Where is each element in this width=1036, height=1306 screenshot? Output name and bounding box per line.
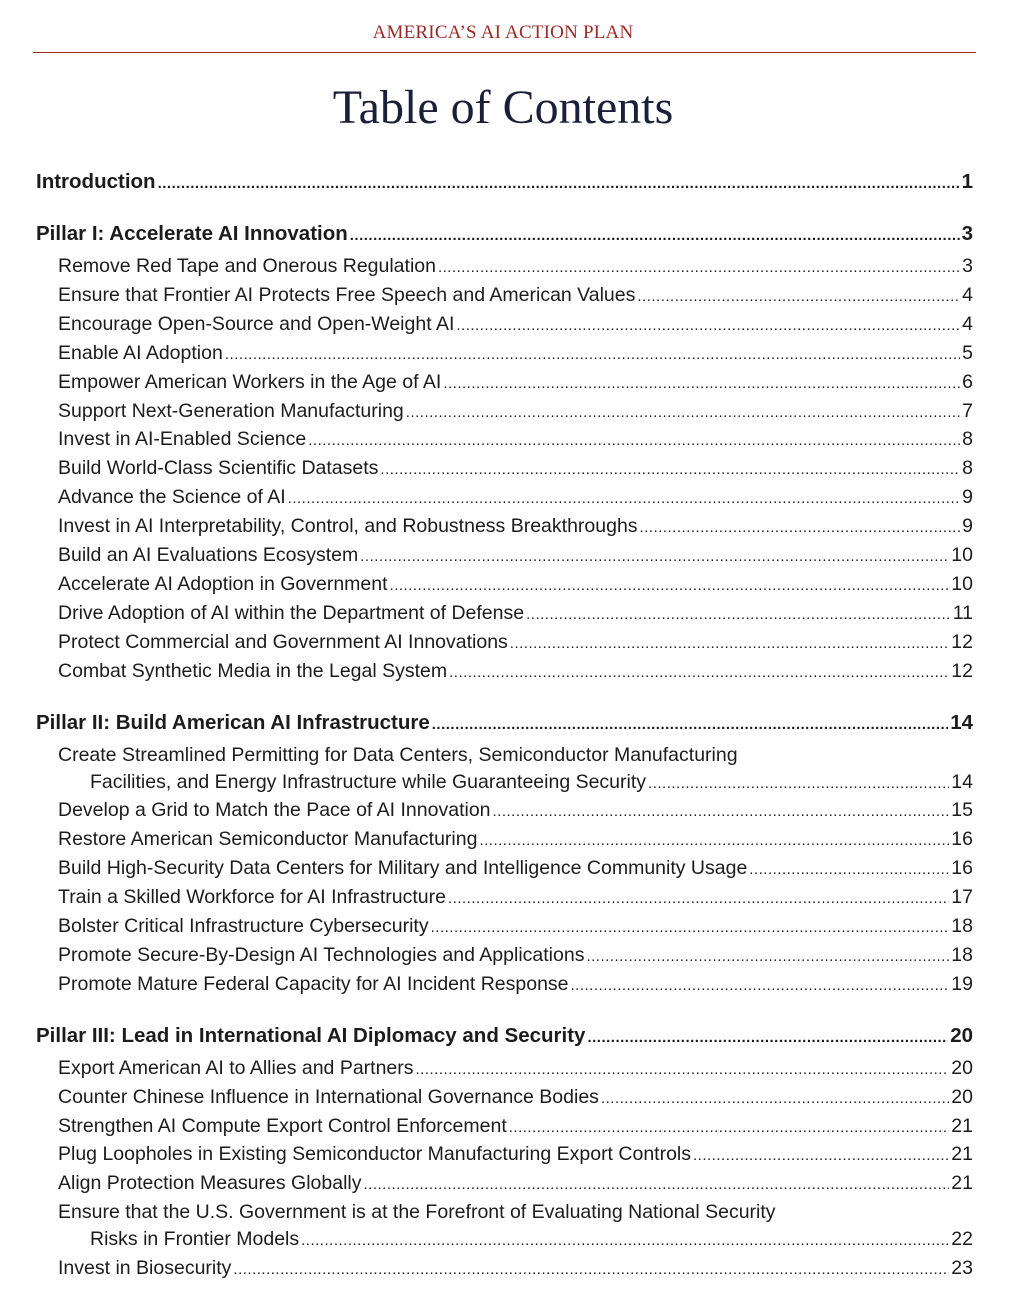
- toc-entry[interactable]: [36, 513, 973, 542]
- toc-section-heading[interactable]: [36, 1022, 973, 1052]
- dot-leader: [416, 1057, 950, 1084]
- toc-page-number: 9: [962, 486, 973, 509]
- toc-page-number: 21: [951, 1114, 973, 1137]
- toc-entry[interactable]: [36, 658, 973, 687]
- toc-entry[interactable]: [36, 1170, 973, 1199]
- toc-page-number: 21: [951, 1143, 973, 1166]
- toc-entry-title: Train a Skilled Workforce for AI Infrastructure: [58, 886, 446, 909]
- toc-entry[interactable]: [36, 913, 973, 942]
- toc-page-number: 4: [962, 312, 973, 335]
- toc-entry-title: Enable AI Adoption: [58, 341, 223, 364]
- toc-entry[interactable]: [36, 884, 973, 913]
- dot-leader: [648, 771, 949, 798]
- toc-entry-title: Export American AI to Allies and Partners: [58, 1056, 414, 1079]
- toc-page-number: 10: [951, 544, 973, 567]
- dot-leader: [509, 1115, 950, 1142]
- dot-leader: [308, 428, 960, 455]
- toc-page-number: 14: [951, 770, 973, 793]
- toc-entry[interactable]: [36, 1084, 973, 1113]
- toc-entry[interactable]: [36, 1141, 973, 1170]
- toc-page-number: 12: [951, 630, 973, 653]
- toc-section-title: Pillar I: Accelerate AI Innovation: [36, 222, 348, 245]
- toc-entry[interactable]: [36, 629, 973, 658]
- toc-entry-title: Build High-Security Data Centers for Military and Intelligence Community Usage: [58, 857, 748, 880]
- toc-entry-title-line2: Facilities, and Energy Infrastructure while Guaranteeing Security: [90, 770, 647, 793]
- dot-leader: [449, 660, 949, 687]
- dot-leader: [158, 170, 960, 198]
- toc-page-number: 10: [951, 572, 973, 595]
- toc-entry-title: Advance the Science of AI: [58, 486, 286, 509]
- toc-entry-title-line1: Ensure that the U.S. Government is at the Forefront of Evaluating National Security: [58, 1201, 776, 1224]
- toc-entry[interactable]: [36, 571, 973, 600]
- toc-entry[interactable]: [36, 1199, 973, 1255]
- dot-leader: [380, 457, 960, 484]
- dot-leader: [571, 973, 950, 1000]
- toc-entry-title: Promote Secure-By-Design AI Technologies and Applications: [58, 943, 585, 966]
- toc-entry[interactable]: [36, 855, 973, 884]
- toc-entry-title-line2: Risks in Frontier Models: [90, 1228, 300, 1251]
- toc-entry[interactable]: [36, 1255, 973, 1284]
- toc-page-number: 9: [962, 515, 973, 538]
- running-header: AMERICA’S AI ACTION PLAN: [372, 22, 634, 43]
- toc-entry-title: Empower American Workers in the Age of AI: [58, 370, 442, 393]
- toc-entry-title: Support Next-Generation Manufacturing: [58, 399, 404, 422]
- toc-entry[interactable]: [36, 484, 973, 513]
- toc-section-heading[interactable]: [36, 220, 973, 250]
- dot-leader: [438, 255, 960, 282]
- toc-section: [36, 709, 973, 1000]
- toc-entry-title: Plug Loopholes in Existing Semiconductor Manufacturing Export Controls: [58, 1143, 692, 1166]
- toc-entry[interactable]: [36, 369, 973, 398]
- toc-entry[interactable]: [36, 311, 973, 340]
- toc-page-number: 17: [951, 886, 973, 909]
- toc-section-heading[interactable]: [36, 709, 973, 739]
- dot-leader: [637, 284, 960, 311]
- toc-entry-title: Invest in Biosecurity: [58, 1257, 232, 1280]
- dot-leader: [693, 1143, 949, 1170]
- dot-leader: [640, 515, 961, 542]
- dot-leader: [586, 944, 949, 971]
- toc-page-number: 21: [951, 1172, 973, 1195]
- toc-entry-title: Develop a Grid to Match the Pace of AI Innovation: [58, 799, 491, 822]
- toc-entry-title: Drive Adoption of AI within the Department of Defense: [58, 601, 525, 624]
- toc-entry[interactable]: [36, 600, 973, 629]
- dot-leader: [225, 342, 960, 369]
- toc-entry-title: Strengthen AI Compute Export Control Enforcement: [58, 1114, 507, 1137]
- toc-entry-title: Ensure that Frontier AI Protects Free Speech and American Values: [58, 283, 636, 306]
- toc-page-number: 19: [951, 972, 973, 995]
- table-of-contents: [36, 168, 973, 1306]
- toc-entry[interactable]: [36, 826, 973, 855]
- dot-leader: [363, 1172, 949, 1199]
- dot-leader: [443, 371, 960, 398]
- toc-entry[interactable]: [36, 340, 973, 369]
- toc-entry[interactable]: [36, 742, 973, 798]
- toc-page-number: 7: [962, 399, 973, 422]
- toc-page-number: 8: [962, 457, 973, 480]
- toc-section-title: Pillar II: Build American AI Infrastructure: [36, 710, 430, 734]
- header-rule: [33, 52, 976, 53]
- toc-entry-title: Build an AI Evaluations Ecosystem: [58, 544, 359, 567]
- dot-leader: [406, 400, 960, 427]
- toc-page-number: 12: [951, 659, 973, 682]
- toc-page-number: 16: [951, 828, 973, 851]
- dot-leader: [479, 828, 949, 855]
- toc-entry-title: Invest in AI Interpretability, Control, and Robustness Breakthroughs: [58, 515, 638, 538]
- toc-entry-title: Combat Synthetic Media in the Legal System: [58, 659, 448, 682]
- toc-section: [36, 168, 973, 198]
- toc-entry-title: Bolster Critical Infrastructure Cybersecurity: [58, 915, 429, 938]
- toc-entry[interactable]: [36, 455, 973, 484]
- toc-section: [36, 1022, 973, 1284]
- toc-page-number: 18: [951, 915, 973, 938]
- toc-entry[interactable]: [36, 1113, 973, 1142]
- dot-leader: [431, 915, 950, 942]
- toc-page-number: 22: [951, 1228, 973, 1251]
- toc-page-number: 6: [962, 370, 973, 393]
- toc-entry[interactable]: [36, 797, 973, 826]
- toc-page-number: 3: [961, 222, 973, 245]
- toc-entry[interactable]: [36, 426, 973, 455]
- toc-entry-title: Align Protection Measures Globally: [58, 1172, 362, 1195]
- toc-entry-title: Invest in AI-Enabled Science: [58, 428, 307, 451]
- toc-section: [36, 220, 973, 687]
- toc-page-number: 20: [951, 1056, 973, 1079]
- toc-section-heading[interactable]: [36, 168, 973, 198]
- dot-leader: [448, 886, 949, 913]
- toc-page-number: 20: [950, 1023, 973, 1047]
- toc-entry-title: Promote Mature Federal Capacity for AI Incident Response: [58, 972, 569, 995]
- toc-entry-title: Accelerate AI Adoption in Government: [58, 572, 388, 595]
- toc-entry-title: Encourage Open-Source and Open-Weight AI: [58, 312, 455, 335]
- toc-page-number: 15: [951, 799, 973, 822]
- toc-page-number: 3: [962, 255, 973, 277]
- toc-page-number: 5: [962, 341, 973, 364]
- toc-entry-title: Counter Chinese Influence in International Governance Bodies: [58, 1085, 599, 1108]
- dot-leader: [288, 486, 960, 513]
- dot-leader: [587, 1024, 948, 1052]
- dot-leader: [526, 602, 951, 629]
- toc-entry[interactable]: [36, 282, 973, 311]
- toc-entry[interactable]: [36, 942, 973, 971]
- dot-leader: [493, 799, 950, 826]
- toc-entry-title: Build World-Class Scientific Datasets: [58, 457, 379, 480]
- toc-page-number: 20: [951, 1085, 973, 1108]
- toc-entry[interactable]: [36, 398, 973, 427]
- toc-page-number: 23: [951, 1257, 973, 1280]
- toc-page-number: 18: [951, 943, 973, 966]
- dot-leader: [749, 857, 949, 884]
- dot-leader: [301, 1228, 949, 1255]
- dot-leader: [390, 573, 950, 600]
- toc-page-number: 4: [962, 283, 973, 306]
- dot-leader: [233, 1257, 949, 1284]
- toc-page-number: 1: [961, 170, 973, 193]
- toc-section-title: Introduction: [36, 170, 156, 193]
- toc-entry[interactable]: [36, 1055, 973, 1084]
- toc-entry-title: Restore American Semiconductor Manufacturing: [58, 828, 478, 851]
- toc-entry[interactable]: [36, 971, 973, 1000]
- dot-leader: [432, 711, 948, 739]
- toc-page-number: 14: [950, 710, 973, 734]
- toc-entry-title: Protect Commercial and Government AI Innovations: [58, 630, 508, 653]
- toc-page-number: 8: [962, 428, 973, 451]
- dot-leader: [601, 1086, 949, 1113]
- toc-entry[interactable]: [36, 542, 973, 571]
- dot-leader: [350, 222, 960, 250]
- toc-page-number: 16: [951, 857, 973, 880]
- toc-page-number: 11: [952, 601, 973, 624]
- dot-leader: [456, 313, 960, 340]
- dot-leader: [510, 631, 950, 658]
- toc-section-title: Pillar III: Lead in International AI Diplomacy and Security: [36, 1023, 586, 1047]
- dot-leader: [360, 544, 949, 571]
- toc-entry-title: Remove Red Tape and Onerous Regulation: [58, 255, 436, 277]
- toc-entry-title-line1: Create Streamlined Permitting for Data Centers, Semiconductor Manufacturing: [58, 743, 738, 766]
- toc-entry[interactable]: [36, 253, 973, 282]
- page-title: Table of Contents: [332, 81, 674, 134]
